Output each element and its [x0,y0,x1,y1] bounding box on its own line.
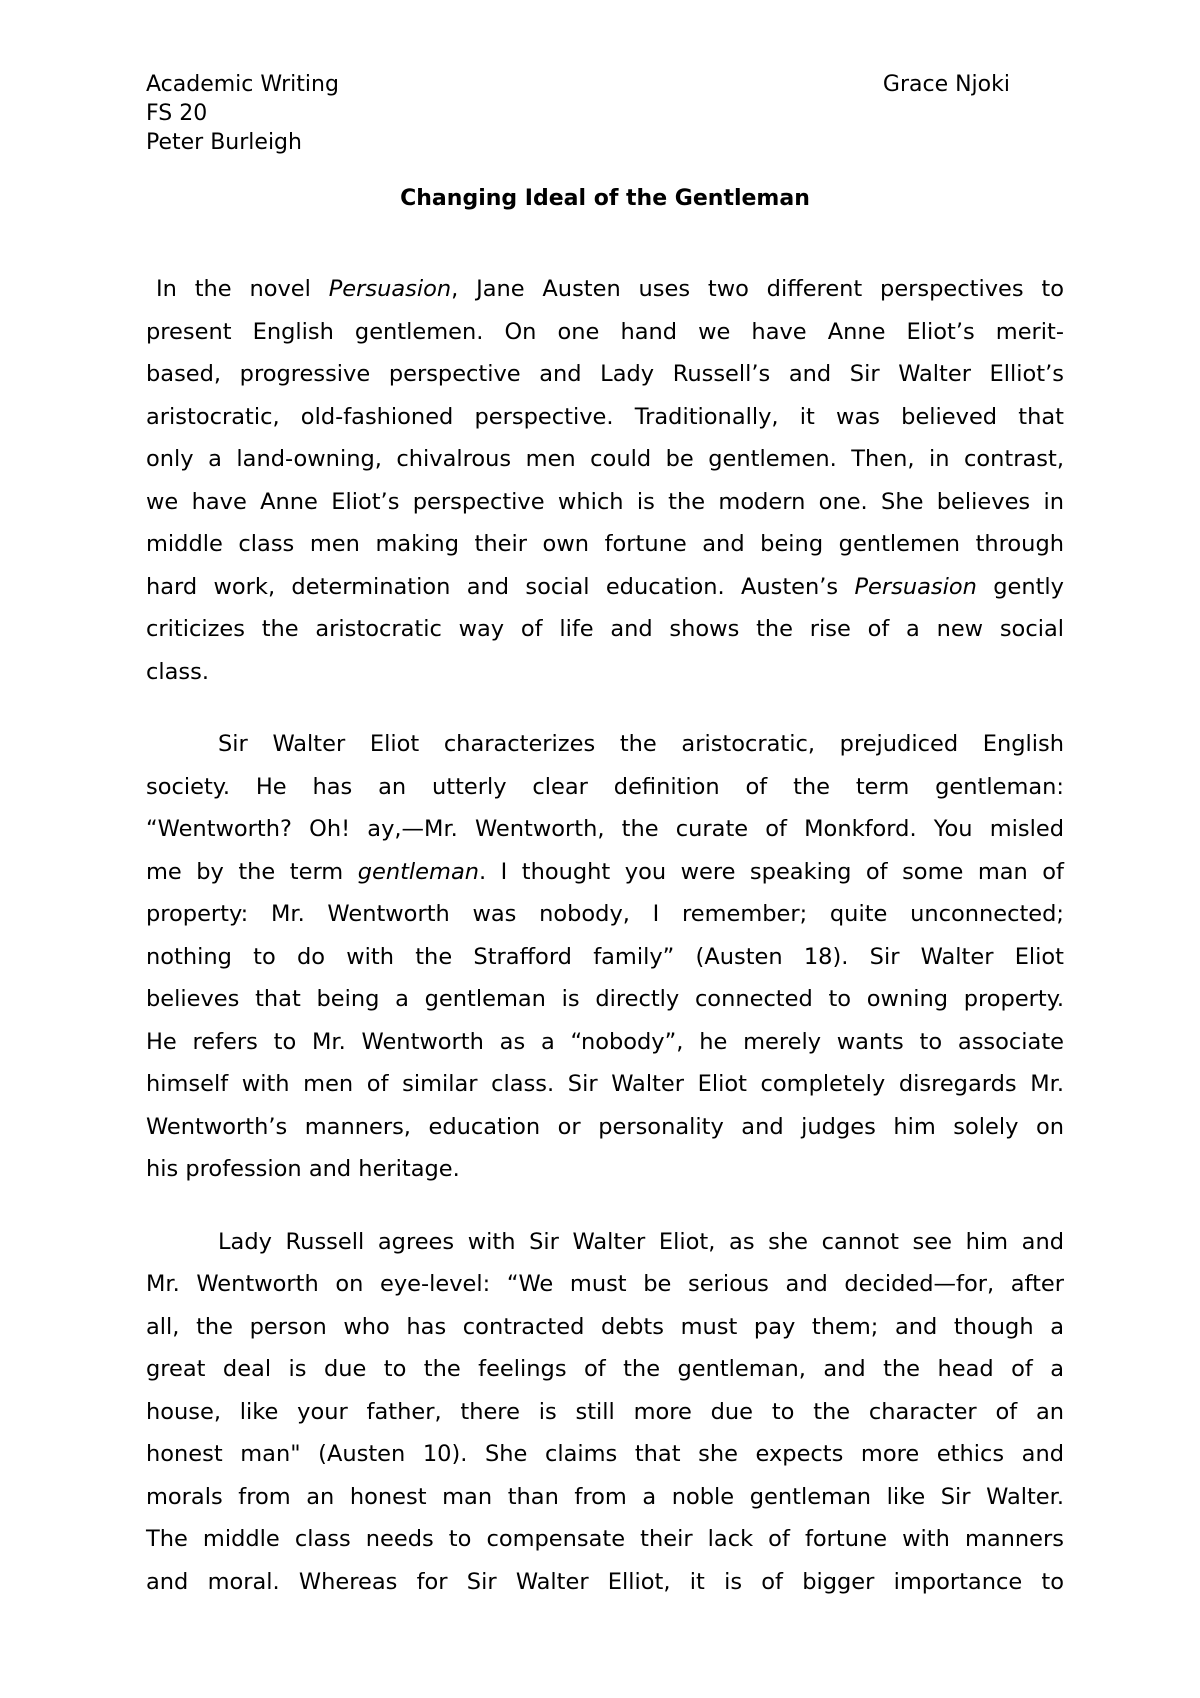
text-line: middle class men making their own fortune and being gentlemen through [146,531,1064,557]
text-line: Lady Russell agrees with Sir Walter Eliot, as she cannot see him and [218,1228,1064,1255]
course-code: FS 20 [146,101,208,126]
text-line: In the novel Persuasion, Jane Austen uses two different perspectives to [156,276,1064,302]
text-line: Sir Walter Eliot characterizes the aristocratic, prejudiced English [218,731,1064,757]
text-line: “Wentworth? Oh! ay,—Mr. Wentworth, the curate of Monkford. You misled [146,816,1064,842]
text-line: house, like your father, there is still more due to the character of an [146,1398,1064,1425]
text-line: great deal is due to the feelings of the gentleman, and the head of a [146,1356,1064,1382]
text-line: all, the person who has contracted debts must pay them; and though a [146,1313,1064,1340]
essay-title: Changing Ideal of the Gentleman [400,186,810,211]
text-line: nothing to do with the Strafford family” (Austen 18). Sir Walter Eliot [146,943,1064,970]
book-title-italic: Persuasion [854,573,977,600]
text-line: criticizes the aristocratic way of life and shows the rise of a new social [146,616,1064,642]
text-line: aristocratic, old-fashioned perspective. Traditionally, it was believed that [146,403,1064,430]
text-line: and moral. Whereas for Sir Walter Elliot, it is of bigger importance to [146,1568,1064,1595]
essay-body [146,268,1064,1603]
text-line: Mr. Wentworth on eye-level: “We must be serious and decided—for, after [146,1271,1064,1297]
text-line: believes that being a gentleman is directly connected to owning property. [146,986,1064,1012]
paragraph-2 [146,723,1064,1191]
text-line: class. [146,658,210,685]
text-line: present English gentlemen. On one hand we have Anne Eliot’s merit- [146,318,1064,345]
text-line: his profession and heritage. [146,1156,460,1182]
text-line: The middle class needs to compensate their lack of fortune with manners [146,1526,1064,1552]
text-line: honest man" (Austen 10). She claims that she expects more ethics and [146,1441,1064,1467]
text-line: we have Anne Eliot’s perspective which is the modern one. She believes in [146,488,1064,515]
text-line: himself with men of similar class. Sir Walter Eliot completely disregards Mr. [146,1071,1064,1097]
text-line: hard work, determination and social education. Austen’s Persuasion gently [146,573,1064,600]
text-line: based, progressive perspective and Lady Russell’s and Sir Walter Elliot’s [146,361,1064,387]
document-header [146,70,1010,157]
book-title-italic: Persuasion [328,276,452,302]
text-line: only a land-owning, chivalrous men could be gentlemen. Then, in contrast, [146,446,1064,472]
text-line: property: Mr. Wentworth was nobody, I remember; quite unconnected; [146,901,1064,927]
text-line: me by the term gentleman. I thought you were speaking of some man of [146,858,1064,885]
text-line: society. He has an utterly clear definition of the term gentleman: [146,773,1064,800]
instructor-name: Peter Burleigh [146,130,302,155]
course-name: Academic Writing [146,72,339,97]
paragraph-3 [146,1221,1064,1604]
author-name: Grace Njoki [882,72,1010,97]
term-italic: gentleman [357,858,479,885]
text-line: morals from an honest man than from a noble gentleman like Sir Walter. [146,1483,1064,1510]
text-line: Wentworth’s manners, education or personality and judges him solely on [146,1113,1064,1140]
paragraph-1 [146,268,1064,693]
text-line: He refers to Mr. Wentworth as a “nobody”, he merely wants to associate [146,1028,1064,1055]
